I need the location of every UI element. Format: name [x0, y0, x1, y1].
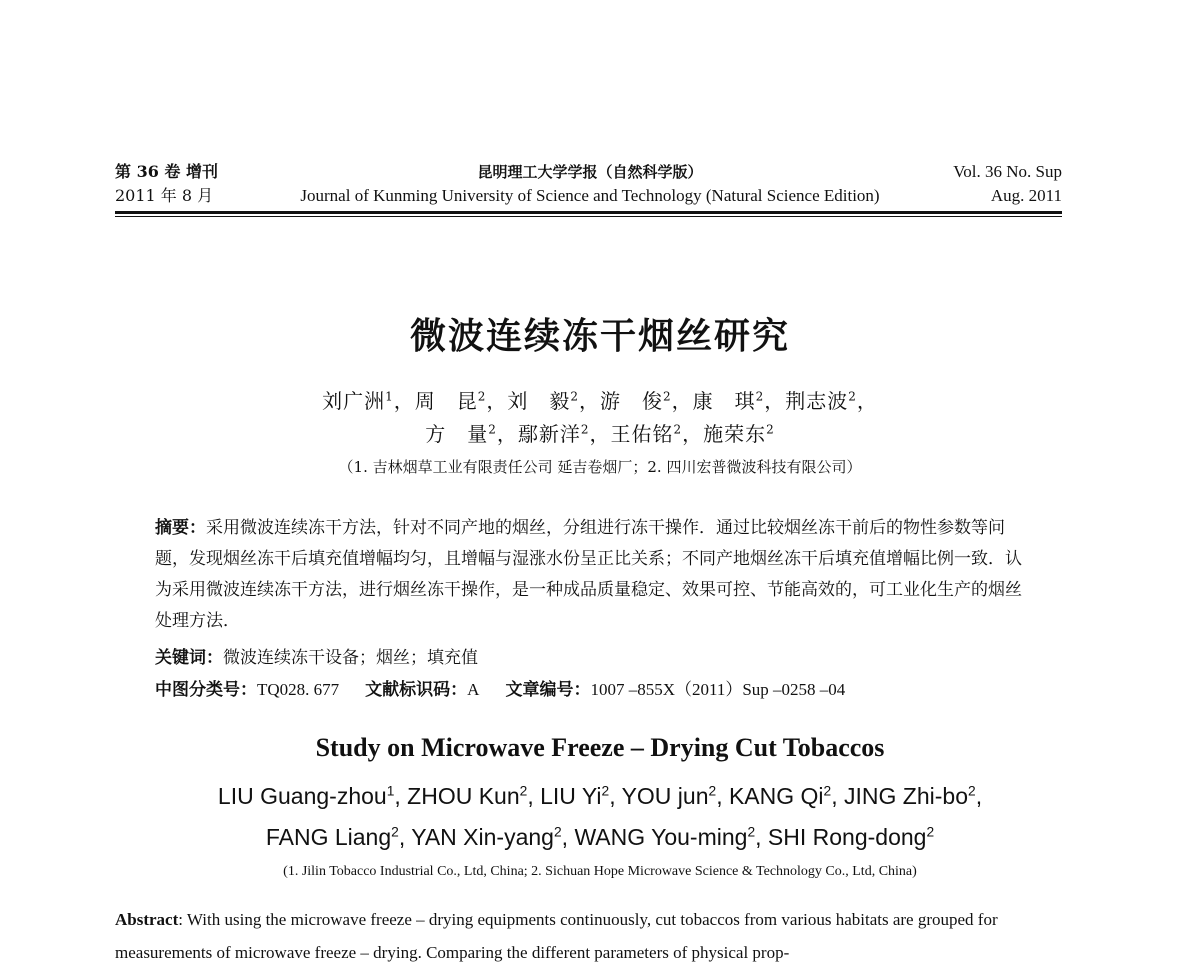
journal-volume-info-en: [953, 160, 1062, 208]
keywords-cn-label: 关键词：: [155, 648, 223, 668]
publication-date-en: Aug. 2011: [990, 186, 1062, 205]
clc-label: 中图分类号：: [155, 680, 257, 700]
classification-line: [155, 675, 845, 700]
keywords-cn: [155, 643, 478, 668]
author-name: 游 俊: [600, 389, 663, 413]
author: [844, 783, 976, 809]
author: [218, 783, 394, 809]
author-separator: ，: [496, 422, 518, 446]
author-name: 康 琪: [692, 389, 756, 413]
author-separator: ，: [486, 389, 508, 413]
journal-volume-info: [115, 160, 218, 208]
author-affiliation-mark: 2: [968, 783, 976, 799]
author-separator: ,: [716, 783, 729, 809]
author-name: 鄢新洋: [517, 422, 581, 446]
doc-code-value: A: [467, 680, 480, 699]
author-list-cn-line1: [0, 385, 1200, 414]
author-affiliation-mark: 2: [519, 783, 528, 799]
author-separator: ,: [831, 783, 845, 809]
author-separator: ,: [975, 783, 983, 809]
author-affiliation-mark: 2: [477, 389, 487, 404]
author-affiliation-mark: 2: [663, 389, 672, 404]
author: [425, 422, 497, 446]
author-separator: ，: [671, 389, 693, 413]
author-name: ZHOU Kun: [407, 783, 520, 809]
author: [693, 389, 765, 413]
author-separator: ，: [393, 389, 415, 413]
author: [600, 389, 672, 413]
keywords-cn-text: 微波连续冻干设备；烟丝；填充值: [223, 648, 478, 668]
author-name: JING Zhi-bo: [844, 783, 968, 809]
author-name: YOU jun: [621, 783, 709, 809]
author-affiliation-mark: 2: [755, 389, 765, 404]
author-affiliation-mark: 2: [553, 824, 562, 840]
article-number-label: 文章编号：: [505, 680, 591, 700]
author: [415, 389, 487, 413]
abstract-en: [115, 903, 1065, 969]
author: [729, 783, 831, 809]
author-separator: ,: [755, 824, 768, 850]
affiliation-en: (1. Jilin Tobacco Industrial Co., Ltd, China; 2. Sichuan Hope Microwave Science & Technology Co., Ltd, China): [283, 864, 917, 879]
author-name: 刘 毅: [507, 389, 571, 413]
author-separator: ，: [856, 389, 878, 413]
author-name: FANG Liang: [265, 824, 392, 850]
author-name: SHI Rong-dong: [767, 824, 927, 850]
author: [785, 389, 857, 413]
author: [507, 389, 579, 413]
author-separator: ，: [579, 389, 600, 413]
doc-code-label: 文献标识码：: [365, 680, 468, 700]
author-affiliation-mark: 1: [385, 389, 394, 404]
author-affiliation-mark: 2: [823, 783, 832, 799]
abstract-cn-text: 采用微波连续冻干方法，针对不同产地的烟丝，分组进行冻干操作．通过比较烟丝冻干前后的物性参数等问题，发现烟丝冻干后填充值增幅均匀，且增幅与湿涨水份呈正比关系；不同产地烟丝冻干后填充值增幅比例一致．认为采用微波连续冻干方法，进行烟丝冻干操作，是一种成品质量稳定、效果可控、节能高效的，可工业化生产的烟丝处理方法．: [155, 518, 1022, 631]
author: [411, 824, 561, 850]
author-separator: ,: [398, 824, 412, 850]
abstract-cn: [155, 513, 1035, 637]
author-affiliation-mark: 2: [673, 422, 683, 437]
author: [611, 422, 683, 446]
journal-name-cn: 昆明理工大学学报（自然科学版）: [477, 163, 703, 181]
author-affiliation-mark: 2: [747, 824, 756, 840]
author-affiliation-mark: 2: [488, 422, 497, 437]
author: [703, 422, 775, 446]
author: [322, 389, 394, 413]
publication-date-cn: 2011 年 8 月: [115, 186, 214, 205]
author-name: 刘广洲: [322, 389, 386, 413]
author-affiliation-mark: 2: [766, 422, 775, 437]
author: [266, 824, 399, 850]
header-rule-thick: [115, 211, 1062, 214]
author-list-en-line2: [0, 824, 1200, 851]
author-separator: ,: [394, 783, 408, 809]
author-separator: ,: [527, 783, 541, 809]
author-affiliation-mark: 2: [926, 824, 935, 840]
clc-value: TQ028. 677: [257, 680, 340, 699]
author-list-cn-line2: [0, 418, 1200, 447]
author-separator: ，: [682, 422, 704, 446]
author-separator: ，: [764, 389, 786, 413]
article-number-value: 1007 –855X（2011）Sup –0258 –04: [590, 680, 846, 699]
author-name: KANG Qi: [728, 783, 824, 809]
author-affiliation-mark: 2: [570, 389, 579, 404]
abstract-en-text: : With using the microwave freeze – drying equipments continuously, cut tobaccos from various habitats are grouped for measurements of microwave freeze – drying. Comparing the different parameters of physical prop-: [115, 910, 998, 962]
author-affiliation-mark: 2: [601, 783, 610, 799]
author-name: YAN Xin-yang: [411, 824, 554, 850]
author: [407, 783, 527, 809]
journal-name: [265, 160, 915, 208]
author-separator: ,: [561, 824, 575, 850]
journal-name-en: Journal of Kunming University of Science and Technology (Natural Science Edition): [300, 186, 880, 205]
header-rule-thin: [115, 216, 1062, 217]
affiliation-cn: （1. 吉林烟草工业有限责任公司 延吉卷烟厂；2. 四川宏普微波科技有限公司）: [338, 458, 862, 476]
author-name: 荆志波: [785, 389, 849, 413]
author-name: WANG You-ming: [574, 824, 748, 850]
paper-title-cn: 微波连续冻干烟丝研究: [409, 316, 790, 357]
paper-title-en: Study on Microwave Freeze – Drying Cut Tobaccos: [315, 733, 885, 762]
volume-issue: 第 36 卷 增刊: [115, 162, 218, 181]
author-name: LIU Yi: [540, 783, 602, 809]
author-name: 施荣东: [703, 422, 767, 446]
author-affiliation-mark: 2: [580, 422, 590, 437]
author: [574, 824, 755, 850]
abstract-en-label: Abstract: [115, 910, 179, 929]
author-affiliation-mark: 2: [848, 389, 857, 404]
author: [768, 824, 934, 850]
author-list-en-line1: [0, 783, 1200, 810]
volume-issue-en: Vol. 36 No. Sup: [953, 162, 1062, 181]
author: [622, 783, 717, 809]
author-name: 周 昆: [414, 389, 478, 413]
author-affiliation-mark: 2: [391, 824, 399, 840]
author-name: 王佑铭: [610, 422, 674, 446]
author-affiliation-mark: 1: [386, 783, 395, 799]
author: [518, 422, 590, 446]
author-separator: ，: [589, 422, 611, 446]
author-separator: ,: [609, 783, 622, 809]
author-name: 方 量: [425, 422, 489, 446]
author-name: LIU Guang-zhou: [217, 783, 387, 809]
author-affiliation-mark: 2: [708, 783, 717, 799]
author: [540, 783, 609, 809]
abstract-cn-label: 摘要：: [155, 518, 206, 538]
